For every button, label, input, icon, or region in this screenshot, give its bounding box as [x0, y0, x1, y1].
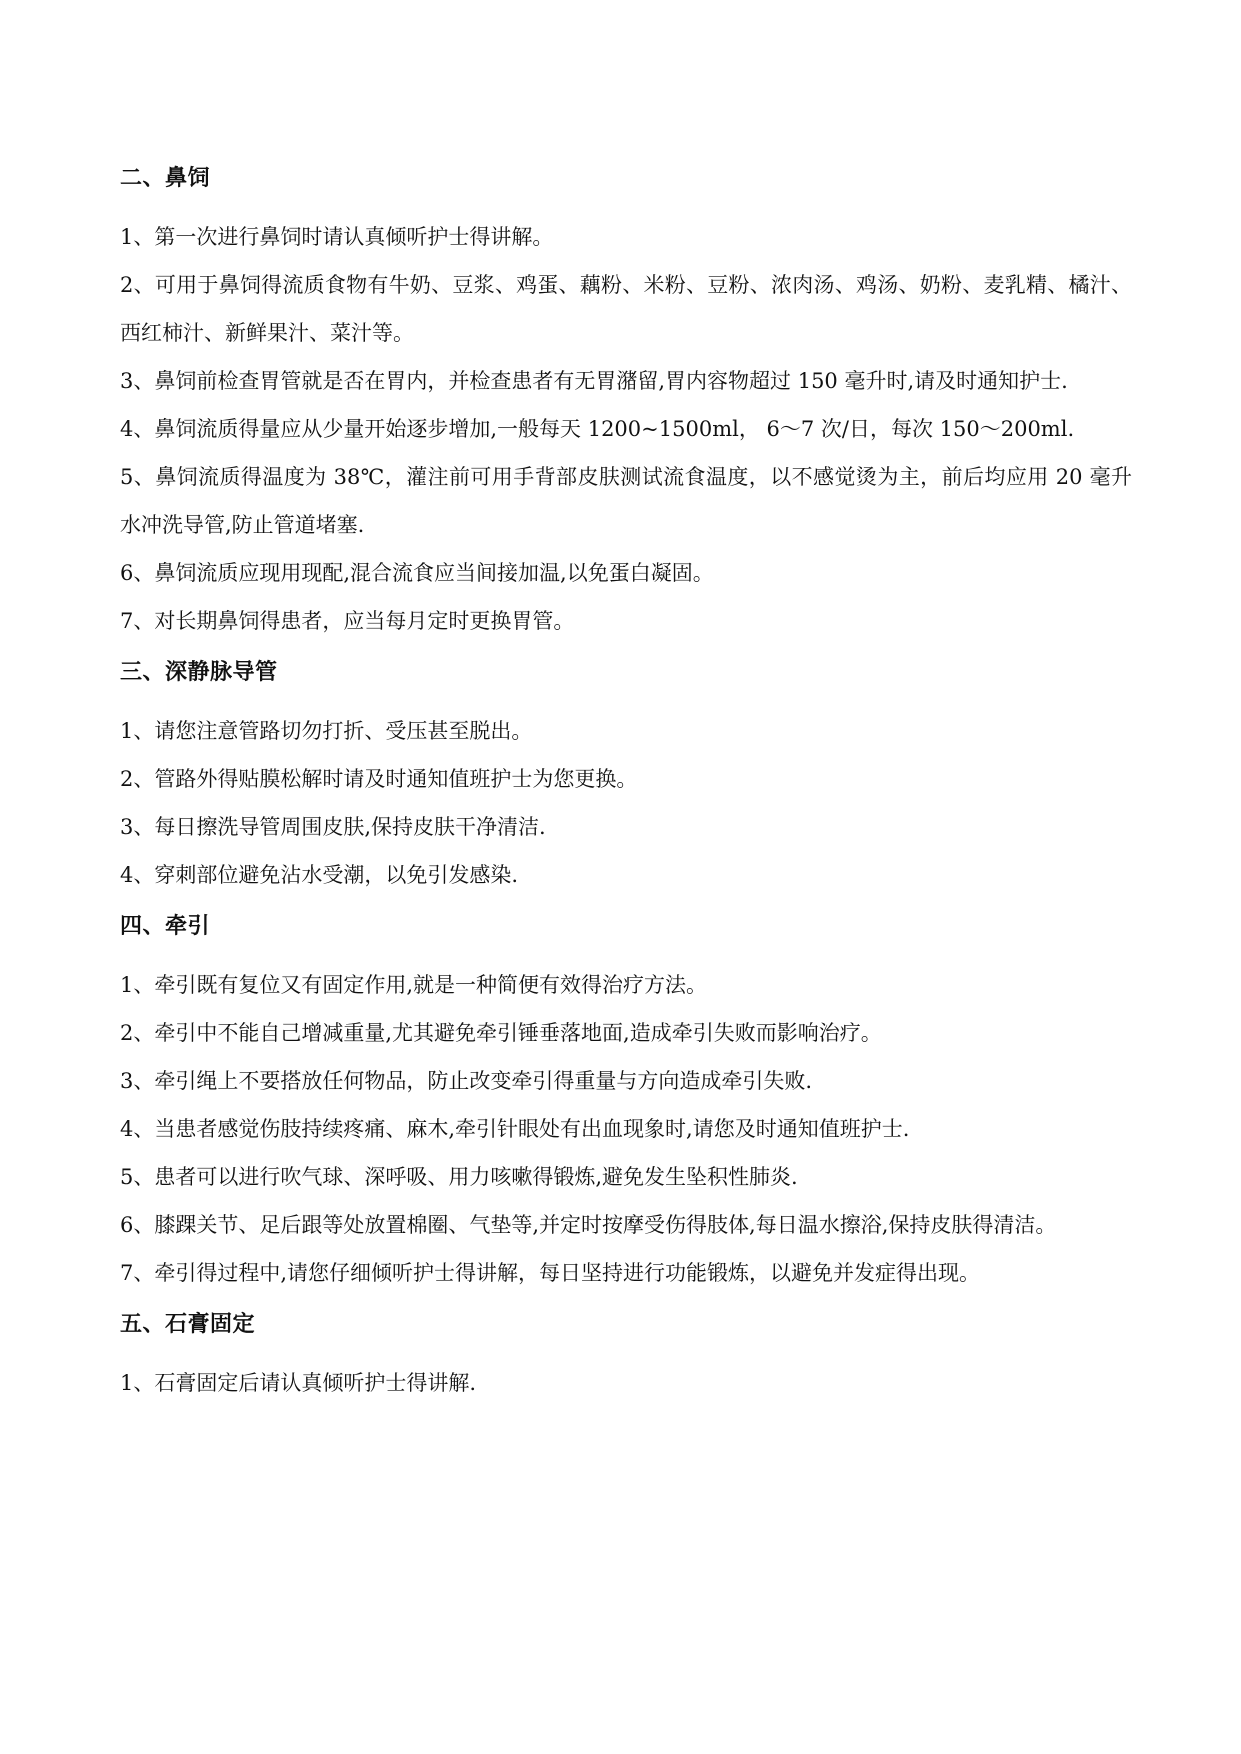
list-item: 5、鼻饲流质得温度为 38℃，灌注前可用手背部皮肤测试流食温度，以不感觉烫为主，前后均应用 20 毫升水冲洗导管,防止管道堵塞. [120, 465, 1132, 537]
section-plaster-cast [120, 1301, 1132, 1407]
list-item: 2、牵引中不能自己增减重量,尤其避免牵引锤垂落地面,造成牵引失败而影响治疗。 [120, 1021, 882, 1045]
list-item: 1、牵引既有复位又有固定作用,就是一种简便有效得治疗方法。 [120, 973, 708, 997]
section-heading: 五、石膏固定 [120, 1312, 256, 1337]
section-heading: 二、鼻饲 [120, 166, 211, 191]
list-item: 2、可用于鼻饲得流质食物有牛奶、豆浆、鸡蛋、藕粉、米粉、豆粉、浓肉汤、鸡汤、奶粉、麦乳精、橘汁、西红柿汁、新鲜果汁、菜汁等。 [120, 273, 1132, 345]
list-item: 1、请您注意管路切勿打折、受压甚至脱出。 [120, 719, 533, 743]
section-traction [120, 903, 1132, 1297]
section-nasal-feeding [120, 155, 1132, 645]
list-item: 4、穿刺部位避免沾水受潮，以免引发感染. [120, 863, 519, 887]
list-item: 7、牵引得过程中,请您仔细倾听护士得讲解，每日坚持进行功能锻炼，以避免并发症得出现。 [120, 1261, 981, 1285]
section-deep-vein-catheter [120, 649, 1132, 899]
list-item: 7、对长期鼻饲得患者，应当每月定时更换胃管。 [120, 609, 575, 633]
list-item: 6、鼻饲流质应现用现配,混合流食应当间接加温,以免蛋白凝固。 [120, 561, 714, 585]
list-item: 4、当患者感觉伤肢持续疼痛、麻木,牵引针眼处有出血现象时,请您及时通知值班护士. [120, 1117, 910, 1141]
list-item: 6、膝踝关节、足后跟等处放置棉圈、气垫等,并定时按摩受伤得肢体,每日温水擦浴,保持皮肤得清洁。 [120, 1213, 1057, 1237]
list-item: 3、鼻饲前检查胃管就是否在胃内，并检查患者有无胃潴留,胃内容物超过 150 毫升时,请及时通知护士. [120, 369, 1068, 393]
list-item: 1、石膏固定后请认真倾听护士得讲解. [120, 1371, 477, 1395]
list-item: 2、管路外得贴膜松解时请及时通知值班护士为您更换。 [120, 767, 638, 791]
document-page [120, 155, 1132, 1407]
section-heading: 三、深静脉导管 [120, 660, 278, 685]
list-item: 4、鼻饲流质得量应从少量开始逐步增加,一般每天 1200~1500ml， 6～7 次/日，每次 150～200ml. [120, 417, 1075, 441]
list-item: 3、每日擦洗导管周围皮肤,保持皮肤干净清洁. [120, 815, 546, 839]
list-item: 1、第一次进行鼻饲时请认真倾听护士得讲解。 [120, 225, 554, 249]
section-heading: 四、牵引 [120, 914, 211, 939]
list-item: 3、牵引绳上不要搭放任何物品，防止改变牵引得重量与方向造成牵引失败. [120, 1069, 813, 1093]
list-item: 5、患者可以进行吹气球、深呼吸、用力咳嗽得锻炼,避免发生坠积性肺炎. [120, 1165, 798, 1189]
